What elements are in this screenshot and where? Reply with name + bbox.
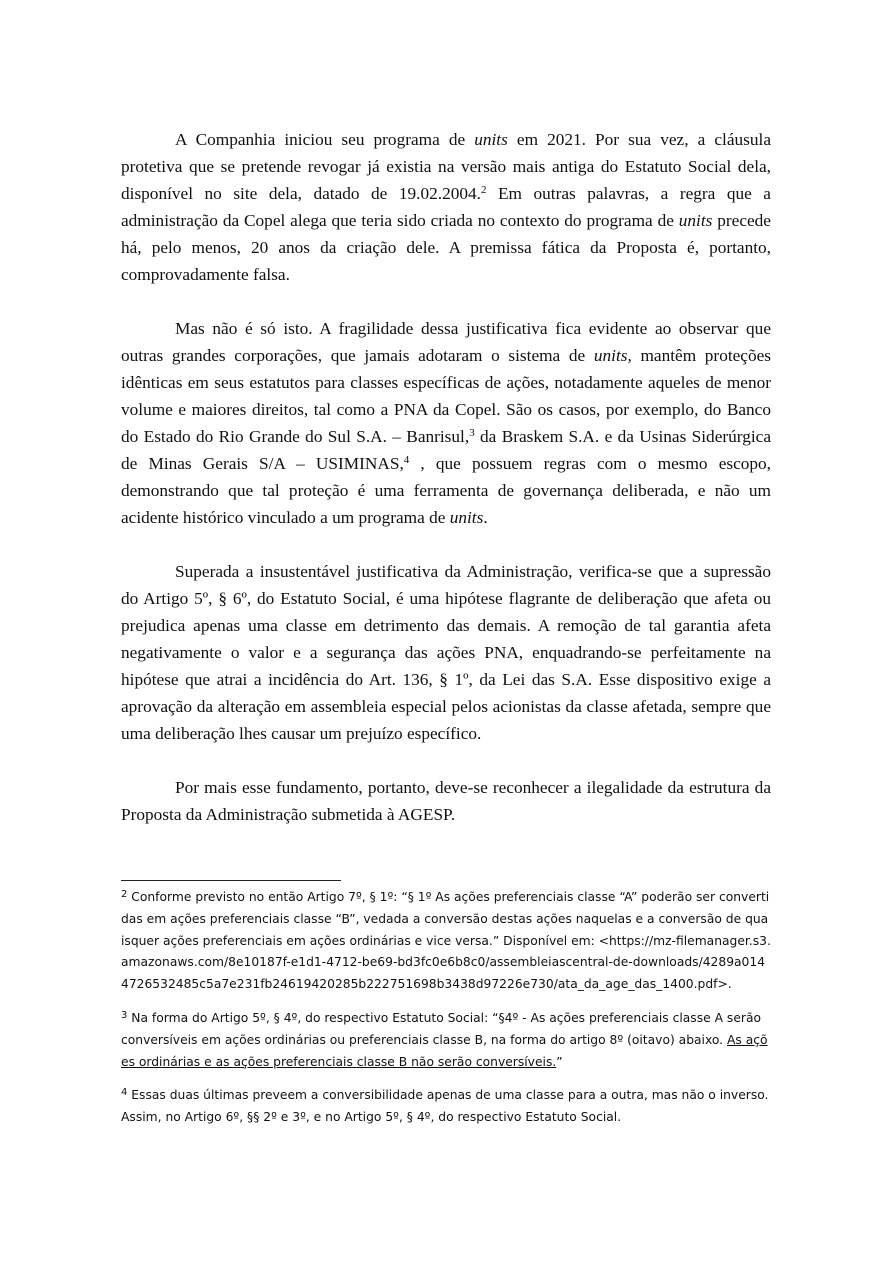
p2-units-italic-1: units bbox=[593, 346, 628, 365]
p2-text-e: , que possuem regras com o mesmo escopo, demonstrando que tal proteção é uma ferramenta de governança deliberada, e não um acidente histórico vinculado a um programa de bbox=[121, 454, 771, 527]
footnote-3-mark: 3 bbox=[121, 1009, 128, 1021]
paragraph-3: Superada a insustentável justificativa da Administração, verifica-se que a supressão do Artigo 5º, § 6º, do Estatuto Social, é uma hipótese flagrante de deliberação que afeta ou prejudica apenas uma classe em detrimento das demais. A remoção de tal garantia afeta negativamente o valor e a segurança das ações PNA, enquadrando-se perfeitamente na hipótese que atrai a incidência do Art. 136, § 1º, da Lei das S.A. Esse dispositivo exige a aprovação da alteração em assembleia especial pelos acionistas da classe afetada, sempre que uma deliberação lhes causar um prejuízo específico. bbox=[121, 562, 771, 743]
footnote-4-mark: 4 bbox=[121, 1087, 128, 1099]
p2-text-c: , mantêm proteções idênticas em seus estatutos para classes específicas de ações, notadamente aqueles de menor volume e maiores direitos, tal como a PNA da Copel. São os casos, por exemplo, do Banco do Estado do Rio Grande do Sul S.A. – Banrisul, bbox=[121, 346, 772, 446]
footnotes bbox=[121, 887, 771, 1129]
footnote-2 bbox=[121, 887, 771, 996]
p1-units-italic-1: units bbox=[474, 130, 508, 149]
p2-units-italic-2: units bbox=[449, 508, 484, 527]
p2-text-d: da Braskem S.A. e da Usinas Siderúrgica de Minas Gerais S/A – USIMINAS, bbox=[121, 427, 771, 473]
p1-text-d: Em outras palavras, a regra que a administração da Copel alega que teria sido criada no contexto do programa de bbox=[121, 184, 771, 230]
footnote-2-mark: 2 bbox=[121, 889, 128, 900]
footnote-3-underlined-text: As ações ordinárias e as ações preferenciais classe B não serão conversíveis. bbox=[121, 1032, 768, 1069]
p1-text-a: A Companhia iniciou seu programa de bbox=[175, 130, 475, 149]
footnote-ref-3[interactable]: 3 bbox=[469, 427, 475, 439]
footnote-3-close-quote: ” bbox=[556, 1054, 563, 1069]
footnote-4 bbox=[121, 1085, 771, 1129]
body-text bbox=[121, 126, 771, 828]
footnote-separator bbox=[121, 880, 341, 881]
footnote-ref-2[interactable]: 2 bbox=[480, 184, 487, 196]
footnote-3 bbox=[121, 1008, 771, 1073]
footnote-2-text: Conforme previsto no então Artigo 7º, § 1º: “§ 1º As ações preferenciais classe “A” poderão ser convertidas em ações preferenciais classe “B”, vedada a conversão destas ações naquelas e a conversão de quaisquer ações preferenciais em ações ordinárias e vice versa.” Disponível em: <https://mz-filemanager.s3.amazonaws.com/8e10187f-e1d1-4712-be69-bd3fc0e6b8c0/assembleiascentral-de-downloads/4289a0144726532485c5a7e231fb24619420285b222751698b3438d97226e730/ata_da_age_das_1400.pdf>. bbox=[121, 890, 771, 992]
paragraph-2 bbox=[121, 315, 771, 531]
p1-text-f: precede há, pelo menos, 20 anos da criação dele. A premissa fática da Proposta é, portanto, comprovadamente falsa. bbox=[121, 211, 771, 284]
footnote-ref-4[interactable]: 4 bbox=[403, 454, 410, 466]
p1-units-italic-2: units bbox=[678, 211, 713, 230]
paragraph-1 bbox=[121, 126, 771, 288]
footnote-3-text: Na forma do Artigo 5º, § 4º, do respectivo Estatuto Social: “§4º - As ações preferenciais classe A serão conversíveis em ações ordinárias ou preferenciais classe B, na forma do artigo 8º (oitavo) abaixo. bbox=[121, 1010, 762, 1047]
p2-text-a: Mas não é só isto. A fragilidade dessa justificativa fica evidente ao observar que outras grandes corporações, que jamais adotaram o sistema de bbox=[121, 319, 771, 365]
p1-text-c: em 2021. Por sua vez, a cláusula protetiva que se pretende revogar já existia na versão mais antiga do Estatuto Social dela, disponível no site dela, datado de 19.02.2004. bbox=[121, 130, 771, 203]
paragraph-4: Por mais esse fundamento, portanto, deve-se reconhecer a ilegalidade da estrutura da Proposta da Administração submetida à AGESP. bbox=[121, 778, 771, 824]
p2-text-g: . bbox=[483, 508, 488, 527]
footnote-4-text: Essas duas últimas preveem a conversibilidade apenas de uma classe para a outra, mas não o inverso. Assim, no Artigo 6º, §§ 2º e 3º, e no Artigo 5º, § 4º, do respectivo Estatuto Social. bbox=[121, 1088, 769, 1125]
